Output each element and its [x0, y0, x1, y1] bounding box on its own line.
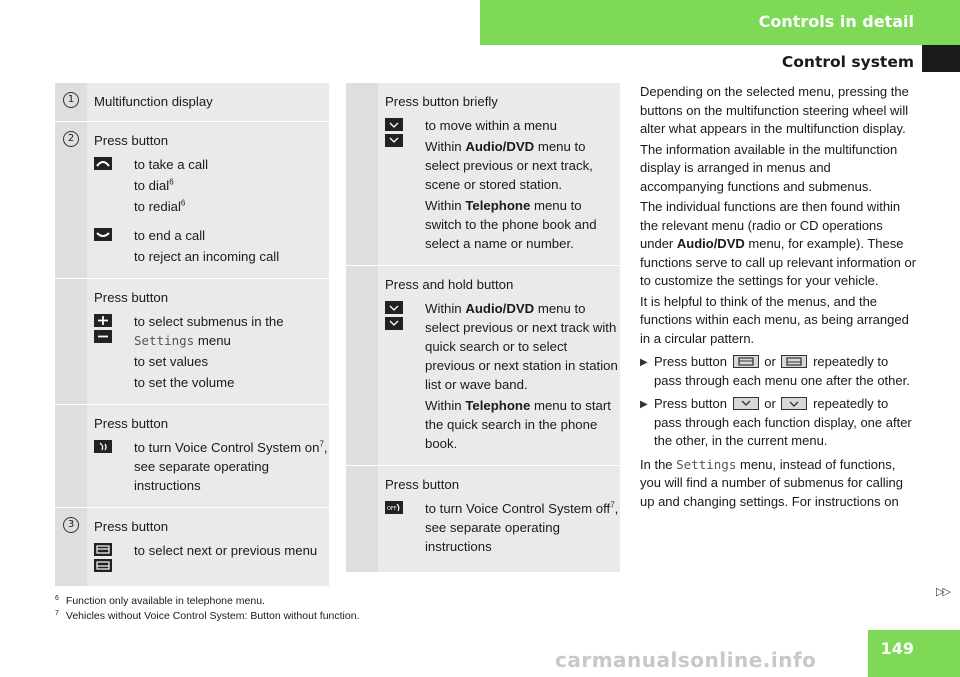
arrow-up-icon [385, 301, 403, 314]
press-button-label: Press button [94, 519, 169, 534]
middle-legend-table [346, 83, 620, 573]
callout-number: 3 [63, 517, 79, 533]
press-briefly-row: Press button briefly to move within a menu Within Audio/DVD menu to select previous or next track, scene or stored station. Within Telephone menu to switch to the phone book and select a name or number. [346, 83, 620, 266]
paragraph: It is helpful to think of the menus, and the functions within each menu, as being arranged in a circular pattern. [640, 293, 909, 346]
legend-row-3 [55, 508, 329, 587]
section-header-band [480, 0, 960, 45]
press-button-label: Press button [385, 477, 460, 492]
instruction-bullet: ▶ Press button or repeatedly to pass through each menu one after the other. [640, 353, 918, 390]
arrow-up-icon [385, 118, 403, 131]
press-button-label: Press button [94, 133, 169, 148]
arrow-down-icon [385, 134, 403, 147]
paragraph: In the Settings menu, instead of functions, you will find a number of submenus for calling up and changing settings. For instructions on [640, 456, 904, 509]
page-number-box [868, 630, 960, 677]
call-accept-item: to take a call to dial$^6$ to redial$^6$ [94, 155, 329, 218]
phone-hangup-icon [94, 228, 112, 241]
page-number: 149 [880, 639, 914, 658]
left-legend-table [55, 83, 329, 587]
continue-arrow-icon: ▷▷ [936, 586, 949, 598]
bullet-arrow-icon: ▶ [640, 399, 648, 410]
header-marker-block [922, 45, 960, 72]
menu-previous-icon [94, 559, 112, 572]
plus-minus-item: to select submenus in the Settings menu to set values to set the volume [94, 312, 329, 394]
paragraph: Depending on the selected menu, pressing the buttons on the multifunction steering wheel will alter what appears in the multifunction display. [640, 84, 909, 136]
arrow-up-icon [781, 397, 807, 410]
minus-icon [94, 330, 112, 343]
voice-off-row: Press button OFF to turn Voice Control System off$^7$, see separate operating instructions [346, 466, 620, 573]
footnote-7: $^7$ Vehicles without Voice Control System: Button without function. [55, 609, 360, 622]
legend-row-2c [55, 405, 329, 508]
plus-icon [94, 314, 112, 327]
footnote-6: $^6$ Function only available in telephone menu. [55, 594, 265, 607]
press-briefly-label: Press button briefly [385, 94, 498, 109]
bullet-arrow-icon: ▶ [640, 357, 648, 368]
press-button-label: Press button [94, 290, 169, 305]
svg-text:OFF: OFF [387, 506, 397, 512]
arrow-down-icon [385, 317, 403, 330]
menu-previous-icon [781, 355, 807, 368]
voice-control-icon [94, 440, 112, 453]
legend-row-2b [55, 279, 329, 405]
legend-row-1 [55, 83, 329, 122]
section-title: Controls in detail [758, 12, 914, 31]
body-text-column [640, 83, 918, 513]
legend-row-2 [55, 122, 329, 279]
legend-text: Multifunction display [94, 94, 213, 109]
watermark: carmanualsonline.info [555, 648, 817, 672]
arrow-down-icon [733, 397, 759, 410]
press-button-label: Press button [94, 416, 169, 431]
voice-control-off-icon [385, 501, 403, 514]
instruction-bullet: ▶ Press button or repeatedly to pass through each function display, one after the other, in the current menu. [640, 395, 918, 451]
press-hold-row: Press and hold button Within Audio/DVD menu to select previous or next track with quick search or to select previous or next station in station list or wave band. Within Telephone menu to start the quick search in the phone book. [346, 266, 620, 466]
phone-accept-icon [94, 157, 112, 170]
paragraph: The information available in the multifunction display is arranged in menus and accompanying functions and submenus. [640, 141, 898, 194]
paragraph: The individual functions are then found within the relevant menu (radio or CD operations under Audio/DVD menu, for example). These functions serve to call up relevant information or to customize the settings for your vehicle. [640, 199, 917, 288]
call-end-item: to end a call to reject an incoming call [94, 226, 329, 268]
footnotes [55, 594, 359, 624]
press-hold-label: Press and hold button [385, 277, 514, 292]
menu-next-icon [94, 543, 112, 556]
menu-next-icon [733, 355, 759, 368]
menu-select-item: to select next or previous menu [94, 541, 329, 572]
subsection-title: Control system [781, 53, 914, 71]
voice-on-item: to turn Voice Control System $on^7$, see separate operating instructions [94, 438, 329, 497]
callout-number: 1 [63, 92, 79, 108]
callout-number: 2 [63, 131, 79, 147]
